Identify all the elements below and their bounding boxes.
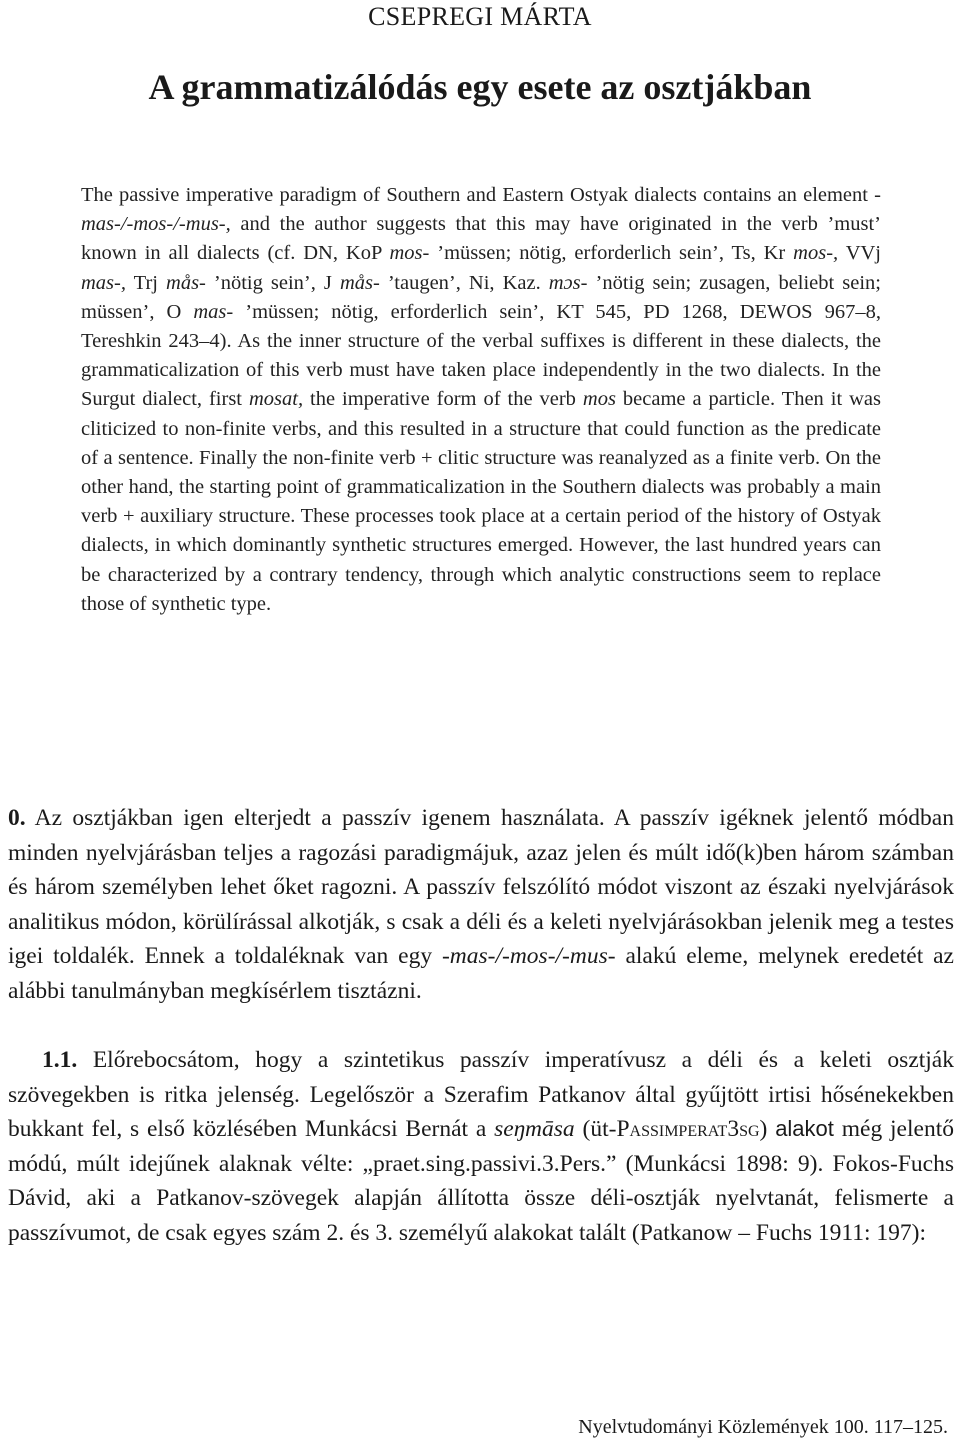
italic-suffix-form: -mas-/-mos-/-mus- <box>441 943 616 970</box>
paragraph-text: alakú eleme, melynek eredetét az alábbi tanulmányban megkísérlem tisztázni. <box>8 943 954 1004</box>
paragraph-text: (üt- <box>574 1116 617 1143</box>
section-number: 0. <box>8 805 26 831</box>
abstract-italic-form: mos- <box>389 242 430 265</box>
section-number: 1.1. <box>42 1047 78 1073</box>
abstract-text: ’nötig sein’, J <box>205 271 340 294</box>
abstract-italic-form: mas- <box>193 300 234 323</box>
abstract-text: VVj <box>838 242 881 265</box>
paragraph-text: még jelentő módú, múlt idejűnek alaknak vélte: „praet.sing.passivi.3.Pers.” (Munkácsi 1898: 9). Fokos-Fuchs Dávid, aki a Patkanov-szövegek alapján állította össze déli-osztják nyelvtanát, felismerte a passzívumot, de csak egyes szám 2. és 3. személyű alakokat talált (Patkanow – Fuchs 1911: 197): <box>8 1116 954 1246</box>
abstract-italic-form: mosat, <box>248 388 304 411</box>
author-name: CSEPREGI MÁRTA <box>368 2 592 31</box>
abstract-text: became a particle. Then it was cliticized to non-finite verbs, and this resulted in a structure that could function as the predicate of a sentence. Finally the non-finite verb + clitic structure was reanalyzed as a finite verb. On the other hand, the starting point of grammaticalization in the Southern dialects was probably a main verb + auxiliary structure. These processes took place at a certain period of the history of Ostyak dialects, in which dominantly synthetic structures emerged. However, the last hundred years can be characterized by a contrary tendency, through which analytic constructions seem to replace those of synthetic type. <box>81 388 881 615</box>
italic-example-word: seŋmāsa <box>494 1116 575 1143</box>
abstract-text: the imperative form of the verb <box>303 388 583 411</box>
abstract-text: ’taugen’, Ni, Kaz. <box>379 271 549 294</box>
abstract-text: and the author suggests that this may have originated in the verb ’must’ known in all dialects (cf. DN, KoP <box>81 213 881 265</box>
abstract-text: ’nötig sein; zusagen, beliebt sein; müssen’, O <box>81 271 881 323</box>
abstract-italic-form: mɔs- <box>548 271 588 294</box>
gloss-small-caps: Passimperat3sg <box>616 1116 760 1143</box>
abstract-text: ’müssen; nötig, erforderlich sein’, KT 545, PD 1268, DEWOS 967–8, Tereshkin 243–4). As the inner structure of the verbal suffixes is different in these dialects, the grammaticalization of this verb must have taken place independently in the two dialects. In the Surgut dialect, first <box>81 300 881 411</box>
paragraph-text: ) <box>759 1116 776 1143</box>
abstract-italic-form: mås- <box>166 271 206 294</box>
article-title: A grammatizálódás egy esete az osztjákban <box>148 67 812 107</box>
abstract-italic-form: mos-, <box>793 242 839 265</box>
abstract-italic-form: -mas-/-mos-/-mus-, <box>81 184 881 236</box>
abstract-italic-form: mos <box>582 388 616 411</box>
paragraph-text: Előrebocsátom, hogy a szintetikus passzív imperatívusz a déli és a keleti osztják szövegekben is ritka jelenség. Legelőször a Szerafim Patkanov által gyűjtött irtisi hősénekekben bukkant fel, s első közlésében Munkácsi Bernát a <box>8 1047 954 1143</box>
abstract-text: ’müssen; nötig, erforderlich sein’, Ts, Kr <box>429 242 794 265</box>
body-paragraph-0 <box>8 801 954 1009</box>
paragraph-text-sans: alakot <box>775 1116 834 1142</box>
abstract-italic-form: mas-, <box>81 271 126 294</box>
body-paragraph-1 <box>8 1043 954 1251</box>
abstract-italic-form: mås- <box>339 271 380 294</box>
abstract-text: The passive imperative paradigm of Southern and Eastern Ostyak dialects contains an element <box>81 184 875 206</box>
journal-citation: Nyelvtudományi Közlemények 100. 117–125. <box>578 1416 948 1438</box>
abstract-text: Trj <box>125 271 167 294</box>
abstract <box>81 181 881 619</box>
paragraph-text: Az osztjákban igen elterjedt a passzív igenem használata. A passzív igéknek jelentő módban minden nyelvjárásban teljes a ragozási paradigmájuk, azaz jelen és múlt idő(k)ben három számban és három személyben lehet őket ragozni. A passzív felszólító módot viszont az északi nyelvjárások analitikus módon, körülírással alkotják, s csak a déli és a keleti nyelvjárásokban jelenik meg a testes igei toldalék. Ennek a toldaléknak van egy <box>8 805 954 970</box>
